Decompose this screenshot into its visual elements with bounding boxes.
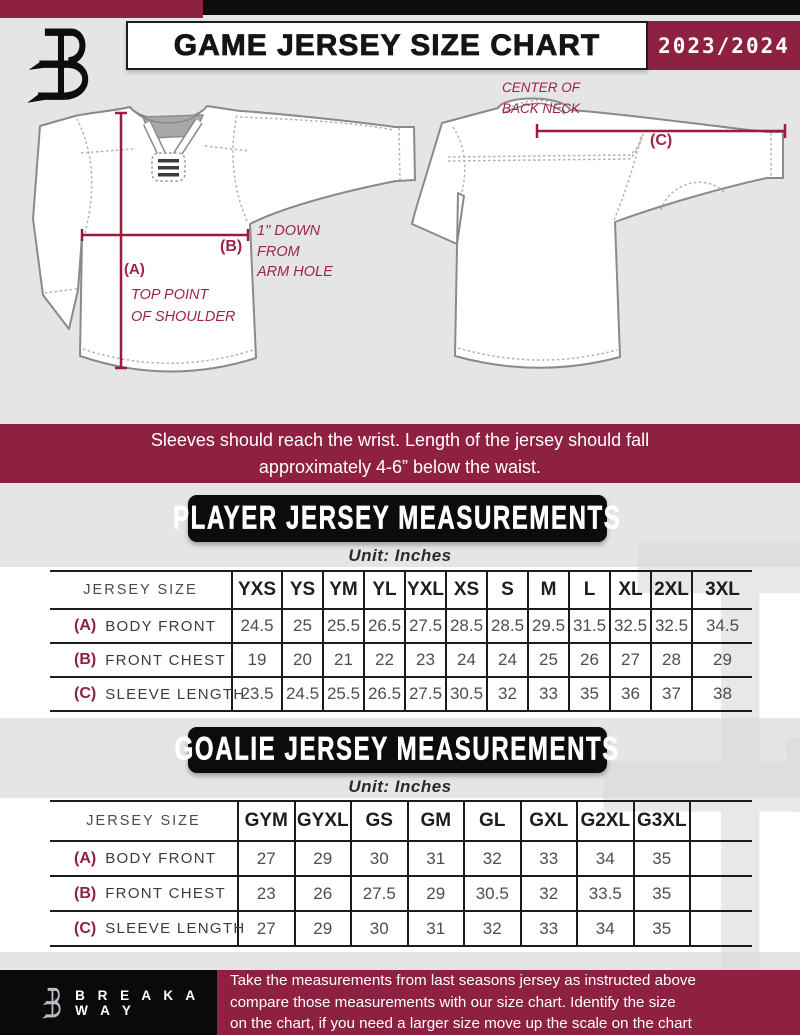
- row-label: [50, 912, 246, 947]
- row-key: (A): [74, 849, 97, 867]
- value-cell: 32.5: [652, 610, 693, 644]
- player-section-title: PLAYER JERSEY MEASUREMENTS: [173, 500, 622, 536]
- row-name: SLEEVE LENGTH: [105, 920, 246, 937]
- size-column-header: 2XL: [652, 572, 693, 610]
- measure-c-label: (C): [650, 132, 673, 149]
- season-badge: [648, 21, 800, 70]
- value-cell: 35: [570, 678, 611, 712]
- size-column-header: GXL: [522, 802, 579, 842]
- size-column-header: GM: [409, 802, 466, 842]
- goalie-unit-label: Unit: Inches: [348, 777, 452, 796]
- value-cell: 36: [611, 678, 652, 712]
- value-cell: 19: [233, 644, 283, 678]
- value-cell: 24: [447, 644, 488, 678]
- top-maroon-strip: [0, 0, 203, 18]
- row-name: BODY FRONT: [105, 617, 217, 635]
- value-cell: [691, 877, 752, 912]
- goalie-section-title: GOALIE JERSEY MEASUREMENTS: [174, 731, 621, 768]
- caption-line: BACK NECK: [502, 100, 581, 116]
- value-cell: 20: [283, 644, 324, 678]
- footer-instructions: [217, 970, 800, 1035]
- value-cell: 33: [529, 678, 570, 712]
- value-cell: 24.5: [233, 610, 283, 644]
- value-cell: 21: [324, 644, 365, 678]
- size-column-header: GS: [352, 802, 409, 842]
- goalie-size-table: [50, 800, 752, 947]
- size-column-header: G2XL: [578, 802, 635, 842]
- value-cell: 31: [409, 912, 466, 947]
- value-cell: 26.5: [365, 678, 406, 712]
- footer-wordmark: B R E A K A W A Y: [75, 987, 200, 1018]
- value-cell: 25.5: [324, 610, 365, 644]
- value-cell: 32: [465, 912, 522, 947]
- season-label: 2023/2024: [658, 33, 790, 58]
- size-column-header: GYXL: [296, 802, 353, 842]
- size-column-header: 3XL: [693, 572, 752, 610]
- center-back-neck-caption: [502, 78, 580, 120]
- value-cell: 27: [239, 912, 296, 947]
- value-cell: 27.5: [406, 678, 447, 712]
- measure-a-label: (A): [124, 261, 145, 278]
- value-cell: 37: [652, 678, 693, 712]
- page-title-box: [126, 21, 648, 70]
- measure-b-label: (B): [220, 238, 243, 255]
- row-key: (B): [74, 884, 97, 902]
- size-column-header: YS: [283, 572, 324, 610]
- size-column-header: GYM: [239, 802, 296, 842]
- value-cell: 33.5: [578, 877, 635, 912]
- footer-brand-block: [0, 970, 217, 1035]
- row-name: SLEEVE LENGTH: [105, 685, 246, 703]
- size-column-header: [691, 802, 752, 842]
- row-key: (C): [74, 919, 97, 937]
- row-key: (B): [74, 651, 97, 668]
- value-cell: 32: [465, 842, 522, 877]
- value-cell: 32: [488, 678, 529, 712]
- size-column-header: YM: [324, 572, 365, 610]
- value-cell: 31.5: [570, 610, 611, 644]
- value-cell: 26: [296, 877, 353, 912]
- value-cell: 23: [406, 644, 447, 678]
- caption-line: OF SHOULDER: [131, 308, 236, 325]
- value-cell: 34: [578, 912, 635, 947]
- value-cell: 32: [522, 877, 579, 912]
- row-label: [50, 610, 233, 644]
- value-cell: 33: [522, 912, 579, 947]
- value-cell: [691, 842, 752, 877]
- value-cell: 38: [693, 678, 752, 712]
- size-column-header: YXS: [233, 572, 283, 610]
- size-column-header: M: [529, 572, 570, 610]
- size-header-label: JERSEY SIZE: [50, 802, 239, 842]
- value-cell: 25: [529, 644, 570, 678]
- caption-line: FROM: [257, 243, 300, 260]
- value-cell: 28.5: [447, 610, 488, 644]
- fit-note-banner: [0, 424, 800, 483]
- value-cell: 22: [365, 644, 406, 678]
- player-section-title-bar: [173, 495, 622, 542]
- value-cell: 30.5: [465, 877, 522, 912]
- size-column-header: GL: [465, 802, 522, 842]
- value-cell: 33: [522, 842, 579, 877]
- size-column-header: S: [488, 572, 529, 610]
- row-name: BODY FRONT: [105, 850, 217, 867]
- player-unit-label: Unit: Inches: [348, 546, 452, 565]
- value-cell: [691, 912, 752, 947]
- value-cell: 27.5: [406, 610, 447, 644]
- value-cell: 35: [635, 912, 692, 947]
- value-cell: 35: [635, 842, 692, 877]
- value-cell: 23.5: [233, 678, 283, 712]
- value-cell: 34.5: [693, 610, 752, 644]
- value-cell: 32.5: [611, 610, 652, 644]
- top-black-strip: [203, 0, 800, 15]
- armhole-caption: [257, 221, 333, 283]
- goalie-section-title-bar: [174, 727, 621, 773]
- value-cell: 28: [652, 644, 693, 678]
- value-cell: 25: [283, 610, 324, 644]
- row-name: FRONT CHEST: [105, 651, 226, 669]
- row-key: (A): [74, 617, 97, 634]
- value-cell: 28.5: [488, 610, 529, 644]
- fit-note-line: approximately 4-6” below the waist.: [258, 456, 542, 477]
- size-column-header: XL: [611, 572, 652, 610]
- size-column-header: YL: [365, 572, 406, 610]
- size-column-header: XS: [447, 572, 488, 610]
- row-label: [50, 678, 246, 712]
- value-cell: 35: [635, 877, 692, 912]
- breakaway-b-logo-icon: [42, 986, 64, 1020]
- value-cell: 27: [611, 644, 652, 678]
- value-cell: 29: [296, 912, 353, 947]
- value-cell: 30: [352, 842, 409, 877]
- player-size-table: [50, 570, 752, 712]
- row-label: [50, 842, 239, 877]
- size-column-header: G3XL: [635, 802, 692, 842]
- value-cell: 30: [352, 912, 409, 947]
- value-cell: 27.5: [352, 877, 409, 912]
- value-cell: 27: [239, 842, 296, 877]
- size-column-header: L: [570, 572, 611, 610]
- footer-instruction-line: on the chart, if you need a larger size move up the scale on the chart: [230, 1015, 692, 1033]
- value-cell: 26.5: [365, 610, 406, 644]
- value-cell: 34: [578, 842, 635, 877]
- caption-line: 1" DOWN: [257, 223, 321, 239]
- caption-line: ARM HOLE: [257, 264, 333, 281]
- value-cell: 26: [570, 644, 611, 678]
- value-cell: 29: [409, 877, 466, 912]
- footer-instruction-line: compare those measurements with our size chart. Identify the size: [230, 993, 676, 1011]
- back-jersey-diagram: [408, 86, 798, 390]
- caption-line: CENTER OF: [502, 80, 581, 95]
- page-title: GAME JERSEY SIZE CHART: [173, 28, 601, 62]
- value-cell: 23: [239, 877, 296, 912]
- footer-instruction-line: Take the measurements from last seasons jersey as instructed above: [230, 972, 696, 990]
- value-cell: 29: [296, 842, 353, 877]
- value-cell: 30.5: [447, 678, 488, 712]
- value-cell: 29.5: [529, 610, 570, 644]
- fit-note-line: Sleeves should reach the wrist. Length of the jersey should fall: [150, 429, 650, 450]
- row-name: FRONT CHEST: [105, 885, 226, 902]
- shoulder-caption: [131, 285, 235, 329]
- value-cell: 25.5: [324, 678, 365, 712]
- value-cell: 31: [409, 842, 466, 877]
- value-cell: 24: [488, 644, 529, 678]
- row-label: [50, 644, 233, 678]
- size-header-label: JERSEY SIZE: [50, 572, 233, 610]
- caption-line: TOP POINT: [131, 287, 209, 303]
- size-column-header: YXL: [406, 572, 447, 610]
- value-cell: 29: [693, 644, 752, 678]
- value-cell: 24.5: [283, 678, 324, 712]
- row-key: (C): [74, 685, 97, 702]
- row-label: [50, 877, 239, 912]
